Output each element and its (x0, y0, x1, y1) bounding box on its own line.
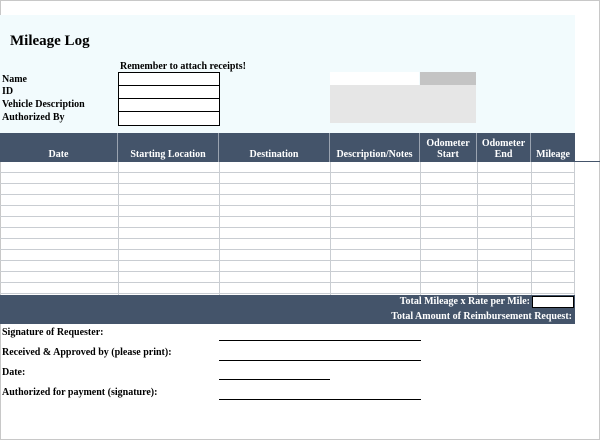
table-row[interactable] (0, 184, 575, 195)
blank-cell (330, 72, 419, 85)
table-row[interactable] (0, 206, 575, 217)
column-divider (531, 162, 532, 295)
table-row[interactable] (0, 250, 575, 261)
column-divider (118, 162, 119, 295)
date-line[interactable] (219, 379, 330, 380)
table-row[interactable] (0, 239, 575, 250)
column-divider (330, 162, 331, 295)
column-header-odometer-start: Odometer Start (420, 133, 477, 162)
gray-panel (330, 85, 476, 123)
table-row[interactable] (0, 228, 575, 239)
column-header-starting-location: Starting Location (118, 133, 219, 162)
column-header-date: Date (0, 133, 118, 162)
rate-per-mile-field[interactable] (532, 296, 574, 308)
authorized-payment-line[interactable] (219, 399, 421, 400)
table-row[interactable] (0, 195, 575, 206)
reimbursement-total-label: Total Amount of Reimbursement Request: (391, 311, 572, 322)
column-header-destination: Destination (219, 133, 330, 162)
name-label: Name (2, 74, 27, 85)
date-label: Date: (2, 367, 26, 378)
authorized-by-field[interactable] (118, 111, 220, 126)
authorized-by-label: Authorized By (2, 112, 65, 123)
log-table-body (0, 162, 575, 295)
header-rule-extension (575, 161, 600, 162)
table-row[interactable] (0, 173, 575, 184)
column-header-mileage: Mileage (536, 149, 570, 160)
signature-requester-line[interactable] (219, 340, 421, 341)
form-title: Mileage Log (10, 33, 90, 49)
table-header (0, 133, 575, 162)
column-divider (574, 162, 575, 295)
gray-cell (420, 72, 476, 85)
totals-band (0, 295, 575, 324)
table-row[interactable] (0, 162, 575, 173)
signature-requester-label: Signature of Requester: (2, 327, 104, 338)
receipts-reminder: Remember to attach receipts! (120, 61, 246, 72)
column-header-description-notes: Description/Notes (330, 133, 420, 162)
column-divider (219, 162, 220, 295)
received-approved-line[interactable] (219, 360, 421, 361)
column-header-odometer-end: Odometer End (477, 133, 531, 162)
vehicle-description-label: Vehicle Description (2, 99, 85, 110)
column-divider (477, 162, 478, 295)
id-label: ID (2, 86, 14, 97)
table-row[interactable] (0, 272, 575, 283)
rate-per-mile-label: Total Mileage x Rate per Mile: (399, 296, 530, 307)
table-row[interactable] (0, 283, 575, 294)
column-divider (420, 162, 421, 295)
table-row[interactable] (0, 217, 575, 228)
received-approved-label: Received & Approved by (please print): (2, 347, 172, 358)
table-row[interactable] (0, 261, 575, 272)
authorized-payment-label: Authorized for payment (signature): (2, 387, 158, 398)
